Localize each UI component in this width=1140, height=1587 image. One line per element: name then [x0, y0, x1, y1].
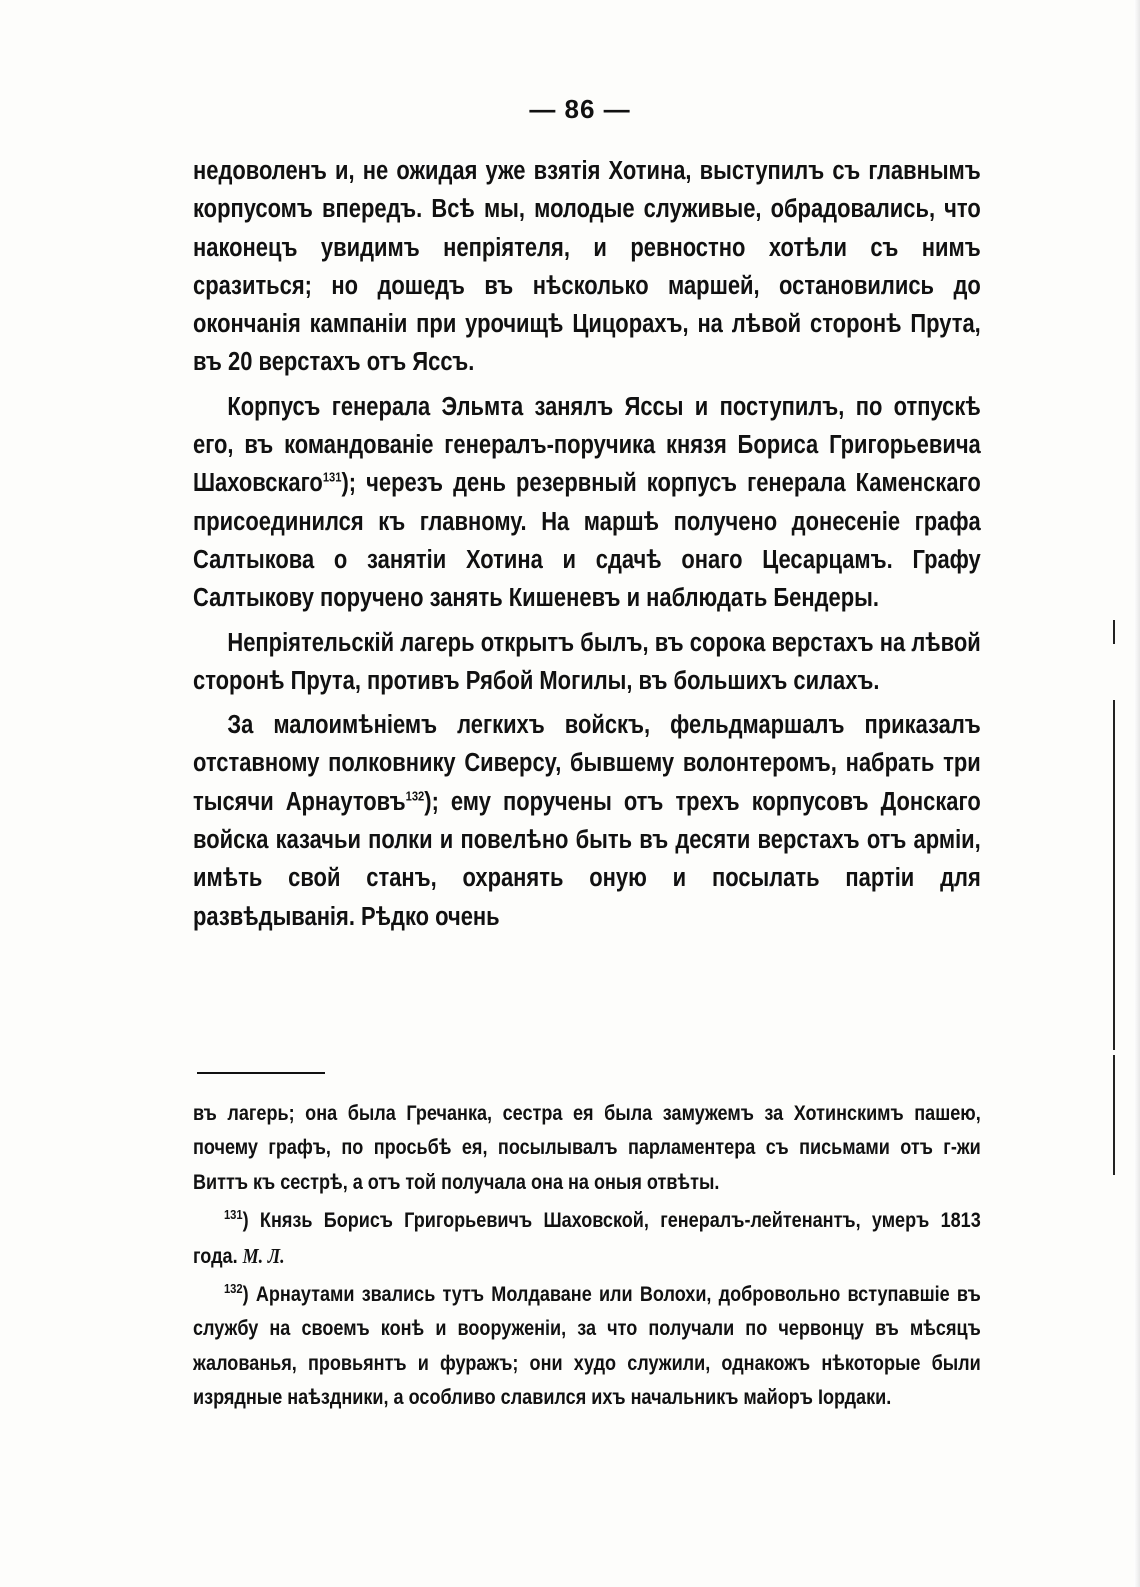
paragraph-4-text-b: ); ему поручены отъ трехъ корпусовъ Донскаго войска казачьи полки и повелѣно быть въ десяти верстахъ отъ арміи, имѣть свой станъ, охранять оную и посылать партіи для развѣдыванія. Рѣдко очень — [193, 787, 981, 931]
footnote-initials: М. Л. — [242, 1243, 285, 1268]
paragraph-4 — [193, 706, 981, 936]
margin-mark — [1113, 700, 1115, 1050]
main-text — [193, 152, 981, 942]
footnote-ref-132: 132 — [405, 788, 425, 804]
paragraph-2 — [193, 388, 981, 618]
paragraph-3: Непріятельскій лагерь открытъ былъ, въ сорока верстахъ на лѣвой сторонѣ Прута, противъ Рябой Могилы, въ большихъ силахъ. — [193, 628, 981, 695]
paragraph-1: недоволенъ и, не ожидая уже взятія Хотина, выступилъ съ главнымъ корпусомъ впередъ. Всѣ мы, молодые служивые, обрадовались, что наконецъ увидимъ непріятеля, и ревностно хотѣли съ нимъ сразиться; но дошедъ въ нѣсколько маршей, остановились до окончанія кампаніи при урочищѣ Цицорахъ, на лѣвой сторонѣ Прута, въ 20 верстахъ отъ Яссъ. — [193, 157, 981, 377]
footnote-divider — [197, 1072, 325, 1074]
margin-mark — [1113, 620, 1115, 644]
paragraph-2-text-a: Корпусъ генерала Эльмта занялъ Яссы и поступилъ, по отпускѣ его, въ командованіе генералъ-поручика князя Бориса Григорьевича Шаховскаго — [193, 392, 981, 498]
paragraph-4-text-a: За малоимѣніемъ легкихъ войскъ, фельдмаршалъ приказалъ отставному полковнику Сиверсу, бывшему волонтеромъ, набрать три тысячи Арнаутовъ — [193, 711, 981, 816]
footnote-number: 132 — [223, 1281, 243, 1297]
page-number: — 86 — — [529, 94, 631, 124]
footnote-132 — [193, 1278, 981, 1416]
paragraph-2-text-b: ); черезъ день резервный корпусъ генерала Каменскаго присоединился къ главному. На маршѣ получено донесеніе графа Салтыкова о занятіи Хотина и сдачѣ онаго Цесарцамъ. Графу Салтыкову поручено занять Кишеневъ и наблюдать Бендеры. — [193, 469, 981, 613]
footnote-131 — [193, 1204, 981, 1274]
footnote-ref-131: 131 — [322, 469, 342, 485]
margin-mark — [1113, 1055, 1115, 1175]
footnote-number: 131 — [223, 1207, 243, 1223]
footnotes — [193, 1097, 981, 1420]
footnote-continuation: въ лагерь; она была Гречанка, сестра ея была замужемъ за Хотинскимъ пашею, почему графъ, по просьбѣ ея, посылывалъ парламентера съ письмами отъ г-жи Виттъ къ сестрѣ, а отъ той получала она на оныя отвѣты. — [193, 1102, 981, 1194]
footnote-text: ) Арнаутами звались тутъ Молдаване или Волохи, добровольно вступавшіе въ службу на своемъ конѣ и вооруженіи, за что получали по червонцу въ мѣсяцъ жалованья, провьянтъ и фуражъ; они худо служили, однакожъ нѣкоторые были изрядные наѣздники, а особливо славился ихъ начальникъ майоръ Іордаки. — [193, 1283, 981, 1410]
page-edge — [1134, 0, 1140, 1587]
footnote-text: ) Князь Борисъ Григорьевичъ Шаховской, генералъ-лейтенантъ, умеръ 1813 года. — [193, 1209, 981, 1268]
